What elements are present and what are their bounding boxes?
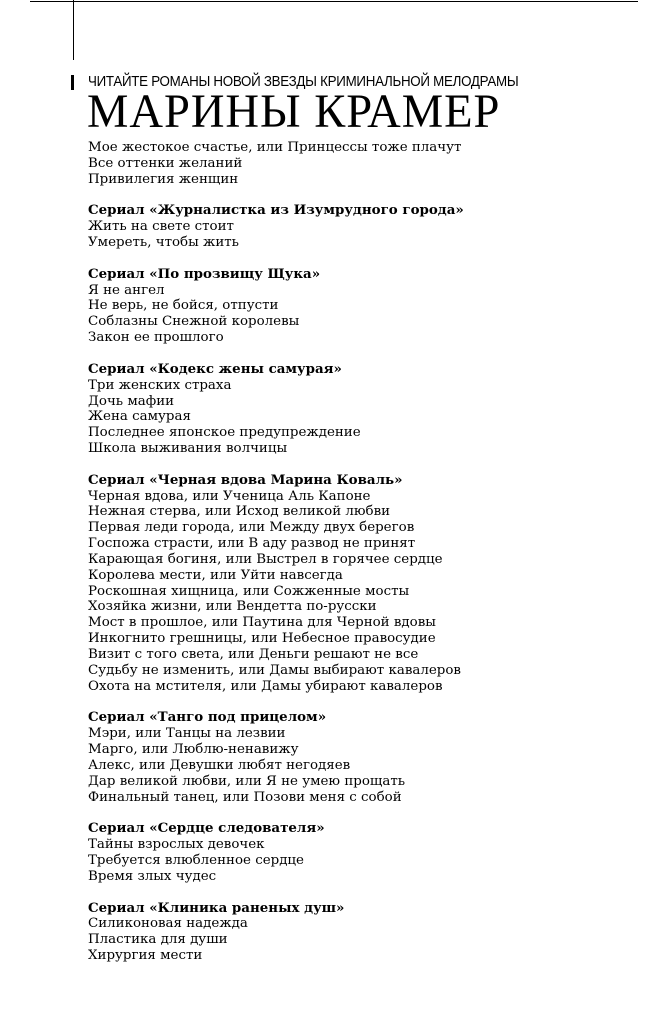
book-title: Мое жестокое счастье, или Принцессы тоже плачут bbox=[88, 140, 462, 155]
series-group bbox=[88, 473, 648, 695]
series-group bbox=[88, 140, 648, 188]
book-title: Хозяйка жизни, или Вендетта по-русски bbox=[88, 599, 377, 615]
book-title: Королева мести, или Уйти навсегда bbox=[88, 567, 343, 583]
series-heading: Сериал «Клиника раненых душ» bbox=[88, 899, 345, 916]
book-title: Финальный танец, или Позови меня с собой bbox=[88, 789, 402, 805]
book-title: Жить на свете стоит bbox=[88, 219, 234, 235]
book-title: Роскошная хищница, или Сожженные мосты bbox=[88, 583, 410, 599]
series-heading: Сериал «Черная вдова Марина Коваль» bbox=[88, 471, 403, 488]
book-title: Госпожа страсти, или В аду развод не принят bbox=[88, 536, 416, 552]
series-group bbox=[88, 821, 648, 884]
series-heading: Сериал «Кодекс жены самурая» bbox=[88, 360, 342, 377]
vertical-rule bbox=[73, 0, 74, 60]
book-title: Не верь, не бойся, отпусти bbox=[88, 298, 279, 314]
book-title: Дар великой любви, или Я не умею прощать bbox=[88, 773, 406, 789]
series-group bbox=[88, 710, 648, 805]
book-title: Умереть, чтобы жить bbox=[88, 235, 239, 251]
book-title: Все оттенки желаний bbox=[88, 155, 243, 171]
book-title: Карающая богиня, или Выстрел в горячее сердце bbox=[88, 551, 443, 567]
book-title: Мэри, или Танцы на лезвии bbox=[88, 726, 286, 742]
book-title: Первая леди города, или Между двух берегов bbox=[88, 520, 415, 536]
book-title: Закон ее прошлого bbox=[88, 330, 224, 346]
series-heading: Сериал «По прозвищу Щука» bbox=[88, 265, 321, 282]
top-rule bbox=[30, 1, 638, 2]
book-title: Алекс, или Девушки любят негодяев bbox=[88, 757, 351, 773]
book-title: Визит с того света, или Деньги решают не все bbox=[88, 647, 419, 662]
book-title: Соблазны Снежной королевы bbox=[88, 314, 300, 330]
book-title: Жена самурая bbox=[88, 409, 191, 425]
book-title: Мост в прошлое, или Паутина для Черной вдовы bbox=[88, 615, 436, 631]
series-group bbox=[88, 901, 648, 964]
series-heading: Сериал «Журналистка из Изумрудного города» bbox=[88, 202, 464, 219]
book-title: Тайны взрослых девочек bbox=[88, 837, 265, 853]
series-heading: Сериал «Танго под прицелом» bbox=[88, 709, 327, 726]
book-title: Дочь мафии bbox=[88, 393, 175, 409]
book-title: Школа выживания волчицы bbox=[88, 441, 288, 457]
book-title: Марго, или Люблю-ненавижу bbox=[88, 742, 299, 758]
series-group bbox=[88, 203, 648, 251]
book-title: Привилегия женщин bbox=[88, 171, 239, 187]
book-title: Хирургия мести bbox=[88, 948, 203, 964]
book-list bbox=[88, 140, 648, 964]
book-title: Судьбу не изменить, или Дамы выбирают кавалеров bbox=[88, 662, 461, 678]
book-title: Черная вдова, или Ученица Аль Капоне bbox=[88, 488, 371, 504]
series-group bbox=[88, 362, 648, 457]
book-title: Пластика для души bbox=[88, 932, 228, 948]
series-group bbox=[88, 267, 648, 346]
book-title: Время злых чудес bbox=[88, 868, 217, 884]
book-title: Инкогнито грешницы, или Небесное правосудие bbox=[88, 631, 436, 647]
book-title: Последнее японское предупреждение bbox=[88, 425, 361, 441]
book-title: Нежная стерва, или Исход великой любви bbox=[88, 504, 391, 520]
book-title: Силиконовая надежда bbox=[88, 916, 248, 932]
author-name: МАРИНЫ КРАМЕР bbox=[87, 85, 501, 138]
book-title: Три женских страха bbox=[88, 377, 232, 393]
header-tagline: ЧИТАЙТЕ РОМАНЫ НОВОЙ ЗВЕЗДЫ КРИМИНАЛЬНОЙ МЕЛОДРАМЫ bbox=[88, 74, 519, 90]
book-title: Охота на мстителя, или Дамы убирают кавалеров bbox=[88, 678, 443, 694]
book-title: Я не ангел bbox=[88, 282, 165, 298]
book-title: Требуется влюбленное сердце bbox=[88, 852, 304, 868]
vertical-marker bbox=[71, 75, 74, 90]
series-heading: Сериал «Сердце следователя» bbox=[88, 820, 325, 837]
